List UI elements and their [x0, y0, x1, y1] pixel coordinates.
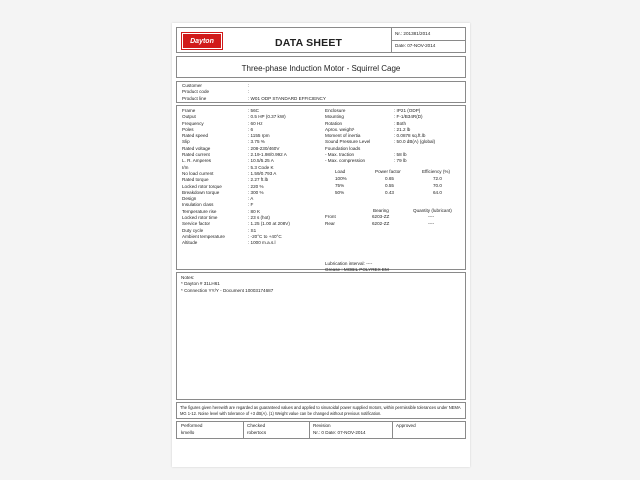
disclaimer-text: The figures given herewith are regarded as guaranteed values and applied to sinusoidal power supplied motors, within permissible tolerances under NEMA MG 1-12. Noise level with tolerance of +3 dB(A). (1) Weight value can be changed without previous notification. [180, 405, 461, 416]
pf-cell: 0.55 [385, 183, 394, 188]
customer-labels [182, 83, 209, 102]
pf-cell: 0.43 [385, 190, 394, 195]
spec-value: : 58 lb [394, 152, 407, 158]
spec-value: : 208-230/460V [248, 145, 280, 151]
revision-label: Revision [313, 423, 331, 428]
spec-value: : 1155 rpm [248, 133, 270, 139]
performed-value: kmello [181, 430, 195, 435]
checked-label: Checked [247, 423, 266, 428]
spec-label: Locked rotor time [182, 215, 218, 221]
checked-value: robertocs [247, 430, 267, 435]
spec-value: : A [248, 196, 254, 202]
signoff-box [176, 421, 466, 439]
spec-label: Breakdown torque [182, 189, 220, 195]
spec-label: Design [182, 196, 197, 202]
spec-label: I/In [182, 164, 189, 170]
spec-value: : 1000 m.a.s.l [248, 240, 276, 246]
spec-value: : 21.2 lb [394, 126, 411, 132]
bearing-model: 6203-ZZ [372, 214, 390, 219]
power-factor-header: Power factor [375, 169, 401, 174]
spec-value: : 2.19-1.98/0.992 A [248, 152, 287, 158]
eff-cell: 70.0 [433, 183, 442, 188]
pf-cell: 0.65 [385, 176, 394, 181]
specs-box [176, 105, 466, 273]
spec-label: Output [182, 114, 196, 120]
spec-value: : 56C [248, 108, 259, 113]
spec-value: : 5.3 Code K [248, 164, 274, 170]
spec-label: Slip [182, 139, 190, 145]
load-cell: 50% [335, 190, 345, 195]
spec-label: Rated voltage [182, 145, 211, 151]
spec-value: : 2.27 ft.lb [248, 177, 269, 183]
data-sheet-page [172, 23, 470, 467]
spec-label: Sound Pressure Level [325, 139, 371, 145]
bearing-position: Rear [325, 221, 335, 226]
eff-cell: 64.0 [433, 190, 442, 195]
spec-value: : Both [394, 120, 407, 126]
spec-value: : 60 Hz [248, 120, 263, 126]
spec-label: Poles [182, 126, 194, 132]
subtitle-box [176, 56, 466, 78]
customer-label: Customer [182, 83, 202, 88]
spec-label: Aprox. weight¹ [325, 126, 355, 132]
spec-label: - Max. traction [325, 152, 355, 158]
spec-label: Locked rotor torque [182, 183, 222, 189]
customer-box [176, 81, 466, 103]
document-number: Nr.: 201381/2014 [395, 31, 431, 36]
spec-label: Insulation class [182, 202, 214, 208]
customer-values [248, 83, 326, 102]
spec-value: : 23 s (hot) [248, 215, 270, 221]
spec-label: - Max. compression [325, 158, 366, 164]
spec-label: Mounting [325, 114, 344, 120]
spec-value: : 1.59/0.793 A [248, 170, 277, 176]
grease-type: Grease : MOBIL POLYREX EM [325, 267, 389, 273]
spec-label: Moment of inertia [325, 133, 361, 139]
spec-label: Rated current [182, 152, 210, 158]
revision-value: Nr.: 0 Date: 07-NOV-2014 [313, 430, 366, 435]
performed-label: Performed [181, 423, 203, 428]
notes-label: Notes: [181, 275, 195, 280]
spec-value: : F-1/B34R(D) [394, 114, 423, 120]
spec-value: : S1 [248, 227, 257, 233]
spec-label: Temperature rise [182, 208, 217, 214]
spec-label: Altitude [182, 240, 198, 246]
right-spec-values [394, 108, 435, 165]
product-code-value: : [248, 89, 250, 95]
spec-value: : 0.5 HP (0.37 kW) [248, 114, 286, 120]
spec-label: Foundation loads [325, 145, 361, 151]
note-line: * Dayton # 31LH61 [181, 281, 220, 287]
spec-label: Frequency [182, 120, 204, 126]
document-date: Date: 07-NOV-2014 [395, 43, 436, 48]
notes-box [176, 272, 466, 400]
spec-value: : F [248, 202, 254, 208]
approved-label: Approved [396, 423, 416, 428]
bearing-quantity: ---- [428, 221, 435, 226]
customer-value: : [248, 83, 250, 88]
product-line-value: : W01 ODP STANDARD EFFICIENCY [248, 95, 326, 101]
load-table [325, 169, 465, 199]
spec-value: : 79 lb [394, 158, 407, 164]
spec-label: Rotation [325, 120, 343, 126]
spec-value: : 3.75 % [248, 139, 265, 145]
spec-value: : 1.25 (1.00 at 208V) [248, 221, 290, 227]
left-spec-values [248, 108, 290, 247]
dayton-logo: Dayton [182, 33, 222, 49]
spec-value: : 0.0878 sq.ft.lb [394, 133, 426, 139]
left-spec-labels [182, 108, 225, 247]
product-code-label: Product code [182, 89, 210, 95]
lubrication-interval: Lubrication interval: ---- [325, 261, 373, 266]
motor-subtitle: Three-phase Induction Motor - Squirrel Cage [241, 64, 401, 73]
eff-cell: 72.0 [433, 176, 442, 181]
bearing-header: Bearing [373, 208, 389, 213]
efficiency-header: Efficiency (%) [422, 169, 450, 174]
spec-label: No load current [182, 170, 214, 176]
spec-label: Ambient temperature [182, 233, 225, 239]
spec-value: : -20°C to +40°C [248, 233, 282, 239]
load-cell: 100% [335, 176, 347, 181]
page-title: DATA SHEET [275, 37, 343, 49]
spec-value: : IP21 (ODP) [394, 108, 421, 113]
bearing-model: 6202-ZZ [372, 221, 390, 226]
right-spec-labels [325, 108, 370, 165]
spec-label: Rated speed [182, 133, 209, 139]
spec-label: Enclosure [325, 108, 346, 113]
spec-label: Rated torque [182, 177, 209, 183]
disclaimer-box [176, 402, 466, 419]
spec-label: Frame [182, 108, 196, 113]
spec-value: : 220 % [248, 183, 264, 189]
bearing-quantity: ---- [428, 214, 435, 219]
load-header: Load [335, 169, 346, 174]
load-cell: 75% [335, 183, 345, 188]
spec-value: : 6 [248, 126, 254, 132]
quantity-header: Quantity (lubricant) [413, 208, 452, 213]
spec-value: : 80 K [248, 208, 261, 214]
bearing-position: Front [325, 214, 336, 219]
bearing-table [325, 208, 465, 232]
spec-label: L. R. Amperes [182, 158, 212, 164]
note-line: * Connection YY/Y - Document 10003174687 [181, 287, 274, 293]
product-line-label: Product line [182, 95, 207, 101]
spec-label: Duty cycle [182, 227, 204, 233]
spec-value: : 50.0 dB(A) (global) [394, 139, 436, 145]
spec-value: : 300 % [248, 189, 264, 195]
spec-label: Service factor [182, 221, 211, 227]
header-box [176, 27, 466, 53]
spec-value: : 10.5/5.25 A [248, 158, 274, 164]
